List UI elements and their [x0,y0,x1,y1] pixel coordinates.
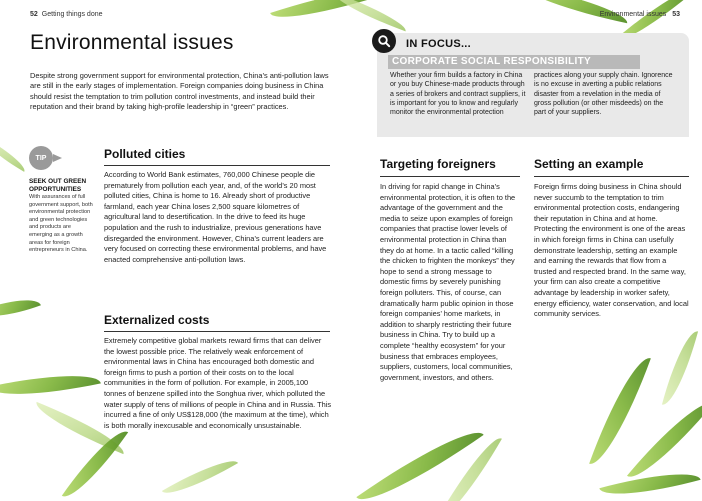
folio-left [30,11,103,18]
tip-body: With assurances of full government support, both environmental protection and green technologies and products are emerging as a growth areas for foreign entrepreneurs in China. [29,194,93,254]
section-body-externalized-costs: Extremely competitive global markets reward firms that can deliver the lowest possible price. The relatively weak enforcement of environmental laws in China has encouraged both domestic and foreign firms to push a portion of their costs on to the local communities in the form of pollution. For example, in 2005,100 tonnes of benzene spilled into the Songhua river, which polluted the water supply of tens of millions of people in China and in Russia. This incurred a fine of only US$128,000 (the maximum at the time), which is both morally inexcusable and economically unsustainable. [104,336,332,430]
section-rule [534,176,689,177]
folio-right-label: Environmental issues [599,11,667,18]
tip-heading: SEEK OUT GREEN OPPORTUNITIES [29,178,87,193]
section-rule [104,331,330,332]
folio-right [600,11,680,18]
folio-left-label: Getting things done [41,11,103,18]
tip-badge [29,146,53,170]
in-focus-title: IN FOCUS... [406,38,472,50]
magnifier-icon [372,29,396,53]
section-body-polluted-cities: According to World Bank estimates, 760,000 Chinese people die prematurely from pollution each year, and, of the world’s 20 most polluted cities, China is home to 16. Already short of productive farmland, each year China loses 2,500 square kilometres of agricultural land to desertification. In the drive to feed its huge population and the rush to industrialize, previous generations have disregarded the environment. However, China’s current leaders are very focused on correcting these environmental problems, and have enacted comprehensive anti-pollution laws. [104,170,327,264]
intro-paragraph: Despite strong government support for environmental protection, China’s anti-pollution laws are still in the early stages of implementation. Foreign companies doing business in China should resist the temptation to trim pollution control investments, and instead build their reputation and their brand by taking high-profile leadership in “green” practices. [30,71,329,112]
section-title-polluted-cities: Polluted cities [104,147,186,161]
in-focus-subtitle: CORPORATE SOCIAL RESPONSIBILITY [388,55,640,69]
page-number-left: 52 [30,11,38,18]
section-title-targeting-foreigners: Targeting foreigners [380,157,496,171]
in-focus-column-1: Whether your firm builds a factory in China or you buy Chinese-made products through a series of brokers and contract suppliers, it is important for you to know and regularly monitor the environmental protection [390,72,526,117]
section-title-setting-an-example: Setting an example [534,157,644,171]
tip-badge-label: TIP [35,154,47,162]
page-number-right: 53 [672,11,680,18]
in-focus-column-2: practices along your supply chain. Ignorence is no excuse in averting a public relations disaster from a revelation in the media of gross pollution (or other misdeeds) on the part of your suppliers. [534,72,673,117]
section-body-targeting-foreigners: In driving for rapid change in China’s environmental protection, it is often to the advantage of the government and the media to seize upon examples of foreign companies that practise lower levels of environmental protection in China than they do at home. In a tactic called “killing the chicken to frighten the monkeys” they hope to send a strong message to domestic firms by severely punishing foreign polluters. This, of course, can dramatically harm public opinion in those foreign companies’ home markets, in addition to sharply restricting their future business in China. Try to build up a complete “healthy ecosystem” for your business that embraces employees, suppliers, customers, local communities, government, investors, and others. [380,182,516,382]
section-body-setting-an-example: Foreign firms doing business in China should never succumb to the temptation to trim environmental protection costs, endangering their reputation in China and at home. Protecting the environment is one of the areas in which foreign firms in China can usefully demonstrate leadership, setting an example and earning the rewards that flow from a trusted and respected brand. In the same way, your firm can also create a competitive advantage by leadership in worker safety, energy efficiency, water conservation, and local community services. [534,182,689,319]
section-rule [380,176,520,177]
page-title: Environmental issues [30,31,234,54]
section-title-externalized-costs: Externalized costs [104,313,210,327]
section-rule [104,165,330,166]
